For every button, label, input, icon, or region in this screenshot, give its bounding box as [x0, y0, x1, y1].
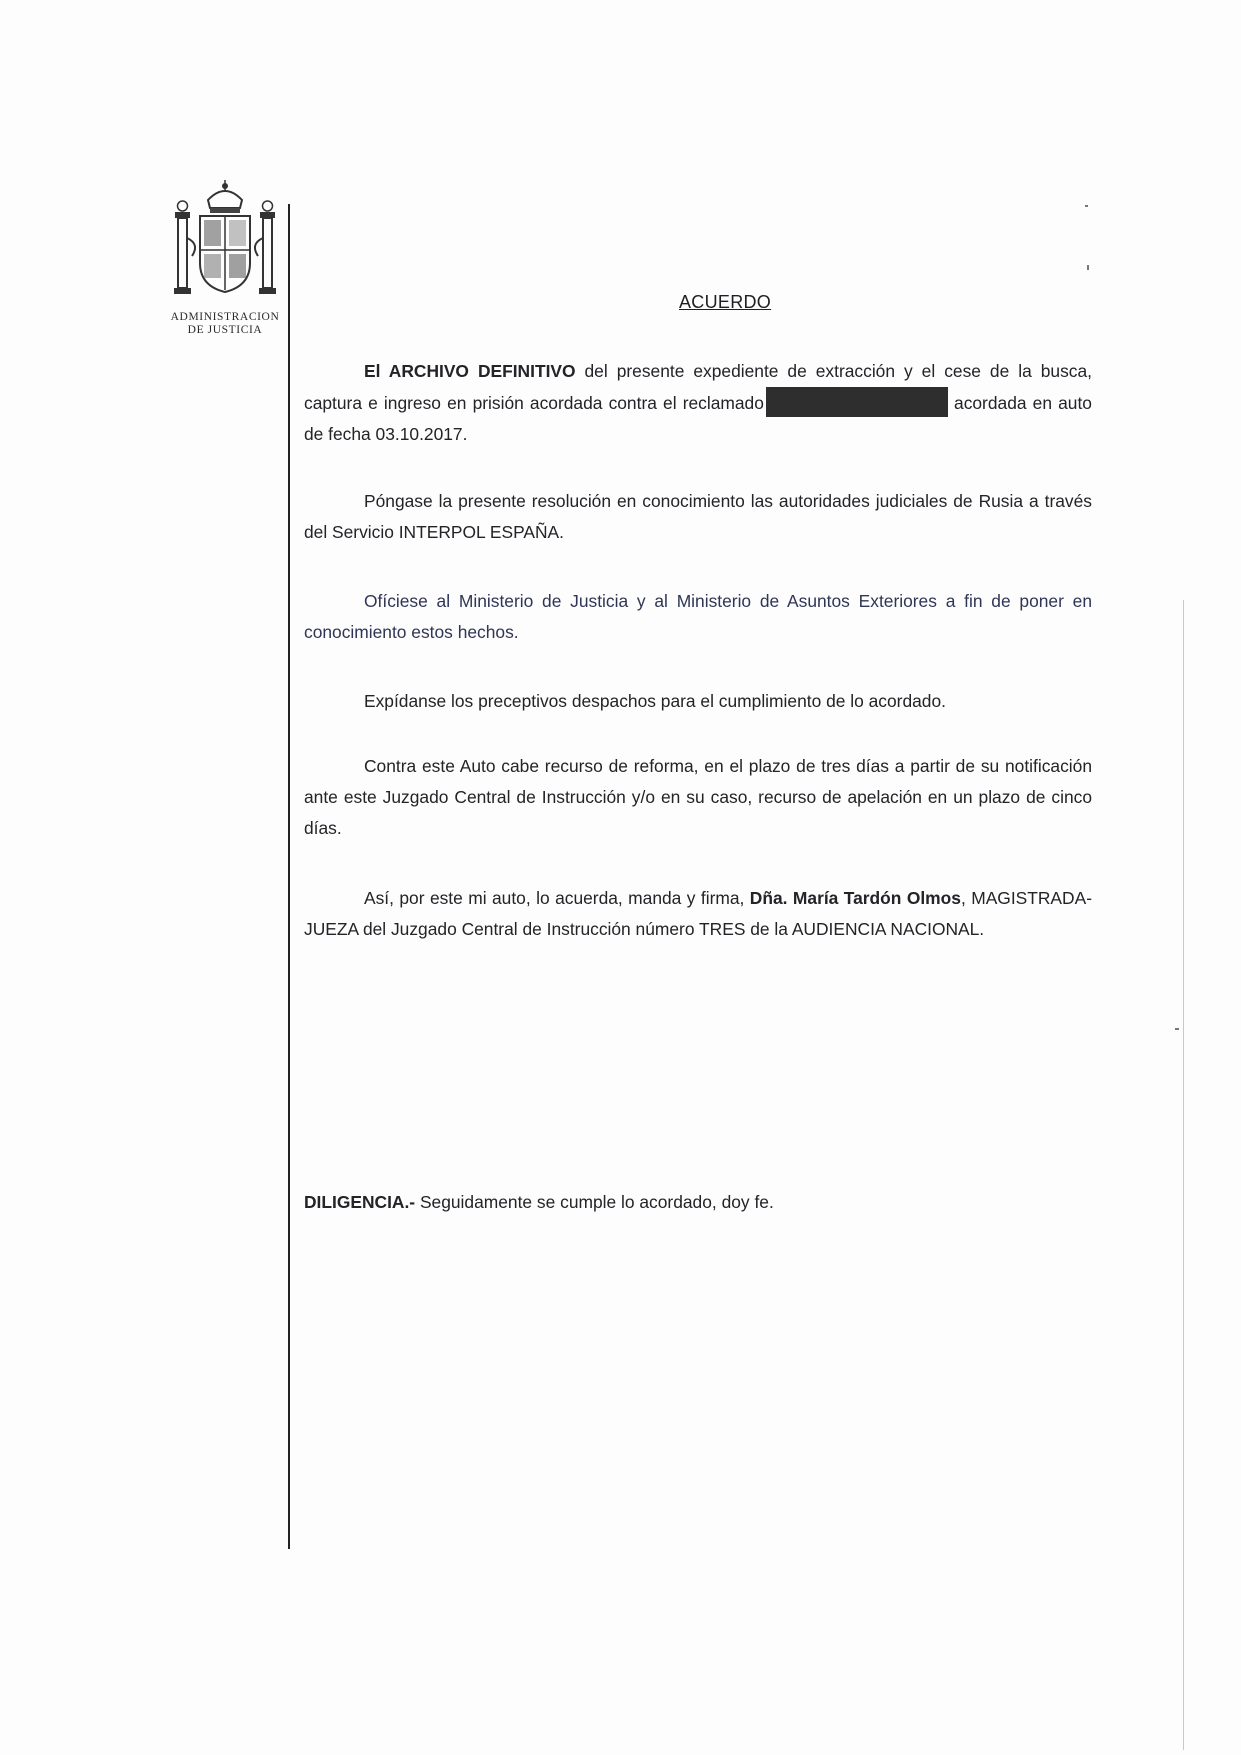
paragraph-diligencia	[304, 1187, 1092, 1218]
paragraph-archivo-date: acordada en auto de fecha 03.10.2017.	[304, 393, 1092, 444]
document-title: ACUERDO	[679, 292, 772, 312]
judge-name: Dña. María Tardón Olmos	[749, 888, 961, 908]
diligencia-label: DILIGENCIA.-	[304, 1192, 416, 1212]
paragraph-firma	[304, 883, 1092, 945]
coat-of-arms-icon	[170, 178, 280, 308]
paragraph-interpol: Póngase la presente resolución en conocimiento las autoridades judiciales de Rusia a través del Servicio INTERPOL ESPAÑA.	[304, 491, 1092, 542]
paragraph-firma-lead: Así, por este mi auto, lo acuerda, manda y firma,	[364, 888, 750, 908]
paragraph-despachos: Expídanse los preceptivos despachos para el cumplimiento de lo acordado.	[364, 691, 946, 711]
paragraph-ministerio: Ofíciese al Ministerio de Justicia y al Ministerio de Asuntos Exteriores a fin de poner en conocimiento estos hechos.	[304, 591, 1092, 642]
scan-edge-line	[1183, 600, 1184, 1750]
redaction-bar	[766, 387, 948, 417]
margin-rule	[288, 204, 290, 1549]
paragraph-archivo	[304, 356, 1092, 450]
paragraph-recurso: Contra este Auto cabe recurso de reforma, en el plazo de tres días a partir de su notificación ante este Juzgado Central de Instrucción y/o en su caso, recurso de apelación en un plazo de cinco días.	[304, 756, 1092, 838]
scan-speck	[1175, 1028, 1179, 1030]
diligencia-text: Seguidamente se cumple lo acordado, doy fe.	[415, 1192, 774, 1212]
crest-text-line1: ADMINISTRACION	[170, 311, 280, 323]
paragraph-archivo-lead: El ARCHIVO DEFINITIVO	[364, 361, 576, 381]
coat-of-arms	[160, 178, 290, 338]
paragraph-firma-rest: , MAGISTRADA-JUEZA del Juzgado Central de Instrucción número TRES de la AUDIENCIA NACIONAL.	[304, 888, 1092, 939]
crest-text-line2: DE JUSTICIA	[187, 324, 263, 336]
paragraph-archivo-text: del presente expediente de extracción y el cese de la busca, captura e ingreso en prisión acordada contra el reclamado	[304, 361, 1092, 413]
scan-speck	[1087, 265, 1089, 270]
scan-speck	[1085, 205, 1088, 207]
